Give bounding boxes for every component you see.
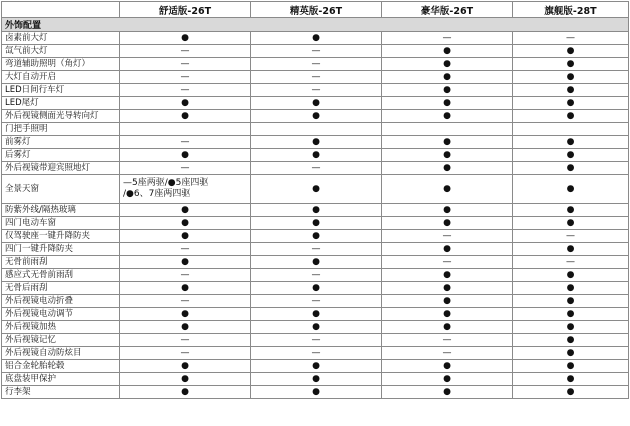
table-row [2, 32, 629, 45]
column-header-comfort: 舒适版-26T [120, 2, 251, 18]
table-cell: — [120, 84, 251, 97]
table-cell: ● [120, 373, 251, 386]
row-label: 弯道辅助照明（角灯） [2, 58, 120, 71]
table-cell: ● [513, 373, 629, 386]
row-label: 仅驾驶座一键升降防夹 [2, 230, 120, 243]
table-cell: — [120, 243, 251, 256]
table-cell: — [251, 269, 382, 282]
table-cell: ● [513, 360, 629, 373]
table-row [2, 334, 629, 347]
table-cell: ● [251, 217, 382, 230]
table-cell: ● [382, 84, 513, 97]
row-label: 外后视镜自动防炫目 [2, 347, 120, 360]
table-cell: — [120, 295, 251, 308]
table-cell: ● [382, 149, 513, 162]
table-cell: ● [251, 136, 382, 149]
table-cell: ● [513, 347, 629, 360]
row-label: 外后视镜加热 [2, 321, 120, 334]
table-cell: ● [382, 295, 513, 308]
table-cell: — [251, 84, 382, 97]
table-cell: ● [120, 256, 251, 269]
table-cell: ● [382, 136, 513, 149]
spec-table [1, 1, 629, 399]
row-label: LED日间行车灯 [2, 84, 120, 97]
table-cell: — [120, 136, 251, 149]
row-label: 前雾灯 [2, 136, 120, 149]
row-label: 底盘装甲保护 [2, 373, 120, 386]
table-cell: ● [382, 71, 513, 84]
table-cell: — [382, 32, 513, 45]
table-cell: — [120, 58, 251, 71]
table-cell: ● [382, 110, 513, 123]
table-cell: ● [513, 295, 629, 308]
row-label: 行李架 [2, 386, 120, 399]
table-cell: ● [513, 386, 629, 399]
table-cell: ● [513, 321, 629, 334]
table-cell: — [120, 71, 251, 84]
table-cell: — [251, 243, 382, 256]
table-cell: ● [120, 386, 251, 399]
table-cell: — [382, 347, 513, 360]
row-label: 外后视镜侧面光导转向灯 [2, 110, 120, 123]
table-row [2, 347, 629, 360]
table-cell: ● [251, 204, 382, 217]
table-cell: ● [251, 386, 382, 399]
table-cell: ● [251, 360, 382, 373]
table-row [2, 295, 629, 308]
row-label: 无骨前雨刮 [2, 256, 120, 269]
table-row [2, 162, 629, 175]
table-cell: ● [382, 373, 513, 386]
table-row [2, 71, 629, 84]
table-cell: ● [513, 282, 629, 295]
table-cell: ● [382, 386, 513, 399]
table-cell: ● [382, 243, 513, 256]
table-cell: — [251, 162, 382, 175]
table-row [2, 321, 629, 334]
table-row [2, 360, 629, 373]
row-label: 外后视镜电动调节 [2, 308, 120, 321]
row-label: 氙气前大灯 [2, 45, 120, 58]
table-row [2, 110, 629, 123]
row-label: LED尾灯 [2, 97, 120, 110]
table-cell: ● [120, 282, 251, 295]
table-row [2, 386, 629, 399]
table-cell: — [120, 162, 251, 175]
table-cell: ● [382, 204, 513, 217]
table-cell: ● [251, 110, 382, 123]
table-row [2, 373, 629, 386]
row-label: 外后视镜带迎宾照地灯 [2, 162, 120, 175]
table-cell: —5座两驱/●5座四驱 /●6、7座两四驱 [120, 175, 251, 204]
table-cell: ● [251, 97, 382, 110]
table-row [2, 45, 629, 58]
table-cell: — [513, 230, 629, 243]
table-cell: — [251, 334, 382, 347]
table-cell: ● [513, 175, 629, 204]
table-cell: ● [513, 162, 629, 175]
table-cell: ● [120, 217, 251, 230]
table-cell: — [251, 295, 382, 308]
table-row [2, 97, 629, 110]
table-cell: ● [382, 162, 513, 175]
table-cell: ● [382, 97, 513, 110]
table-cell: ● [251, 373, 382, 386]
table-cell: ● [513, 334, 629, 347]
table-row [2, 204, 629, 217]
table-row [2, 269, 629, 282]
table-cell: — [382, 334, 513, 347]
table-row [2, 230, 629, 243]
table-cell: — [251, 347, 382, 360]
table-cell: — [251, 45, 382, 58]
table-cell: — [251, 58, 382, 71]
table-row [2, 149, 629, 162]
table-row [2, 175, 629, 204]
row-label: 感应式无骨前雨刮 [2, 269, 120, 282]
table-cell: — [513, 256, 629, 269]
table-row [2, 308, 629, 321]
table-cell: ● [513, 243, 629, 256]
table-cell: ● [382, 217, 513, 230]
table-cell: ● [513, 97, 629, 110]
table-cell [251, 123, 382, 136]
table-cell: ● [251, 321, 382, 334]
table-cell: ● [513, 58, 629, 71]
row-label: 大灯自动开启 [2, 71, 120, 84]
column-header-luxury: 豪华版-26T [382, 2, 513, 18]
table-cell: ● [120, 97, 251, 110]
table-cell: ● [382, 308, 513, 321]
table-cell: ● [120, 149, 251, 162]
table-cell: ● [513, 110, 629, 123]
row-label: 卤素前大灯 [2, 32, 120, 45]
table-cell: ● [251, 308, 382, 321]
row-label: 四门一键升降防夹 [2, 243, 120, 256]
table-row [2, 217, 629, 230]
table-cell [120, 123, 251, 136]
table-cell: ● [120, 321, 251, 334]
row-label: 外后视镜记忆 [2, 334, 120, 347]
table-cell: — [120, 347, 251, 360]
table-cell: ● [513, 217, 629, 230]
table-cell: ● [120, 204, 251, 217]
table-cell: — [382, 256, 513, 269]
table-cell: ● [251, 149, 382, 162]
table-cell: ● [513, 269, 629, 282]
table-cell [513, 123, 629, 136]
section-row [2, 18, 629, 32]
section-title: 外饰配置 [2, 18, 629, 32]
table-cell: ● [382, 58, 513, 71]
table-header [2, 2, 629, 18]
table-cell: ● [382, 269, 513, 282]
table-cell [382, 123, 513, 136]
table-cell: ● [251, 282, 382, 295]
table-cell: ● [120, 360, 251, 373]
table-cell: ● [120, 110, 251, 123]
table-row [2, 243, 629, 256]
table-cell: ● [251, 32, 382, 45]
table-cell: ● [120, 32, 251, 45]
table-cell: ● [382, 45, 513, 58]
table-cell: ● [513, 45, 629, 58]
table-row [2, 282, 629, 295]
table-row [2, 123, 629, 136]
row-label: 无骨后雨刮 [2, 282, 120, 295]
row-label: 外后视镜电动折叠 [2, 295, 120, 308]
row-label: 防紫外线/隔热玻璃 [2, 204, 120, 217]
table-cell: — [120, 269, 251, 282]
header-row [2, 2, 629, 18]
table-row [2, 136, 629, 149]
table-cell: ● [382, 321, 513, 334]
table-cell: — [251, 71, 382, 84]
row-label: 后雾灯 [2, 149, 120, 162]
column-header-flagship: 旗舰版-28T [513, 2, 629, 18]
table-cell: ● [251, 230, 382, 243]
table-cell: ● [513, 204, 629, 217]
table-row [2, 256, 629, 269]
column-header-elite: 精英版-26T [251, 2, 382, 18]
row-label: 铝合金轮胎轮毂 [2, 360, 120, 373]
row-label: 门把手照明 [2, 123, 120, 136]
table-cell: ● [513, 149, 629, 162]
row-label: 四门电动车窗 [2, 217, 120, 230]
table-cell: ● [513, 84, 629, 97]
table-cell: ● [513, 71, 629, 84]
table-cell: ● [382, 282, 513, 295]
table-cell: ● [382, 175, 513, 204]
table-body [2, 18, 629, 399]
table-cell: ● [251, 256, 382, 269]
table-row [2, 58, 629, 71]
table-cell: ● [120, 308, 251, 321]
header-corner [2, 2, 120, 18]
table-cell: — [120, 334, 251, 347]
table-cell: — [120, 45, 251, 58]
table-cell: — [513, 32, 629, 45]
table-cell: ● [120, 230, 251, 243]
table-cell: ● [513, 308, 629, 321]
table-cell: ● [251, 175, 382, 204]
table-row [2, 84, 629, 97]
table-cell: ● [513, 136, 629, 149]
table-cell: ● [382, 360, 513, 373]
row-label: 全景天窗 [2, 175, 120, 204]
table-cell: — [382, 230, 513, 243]
